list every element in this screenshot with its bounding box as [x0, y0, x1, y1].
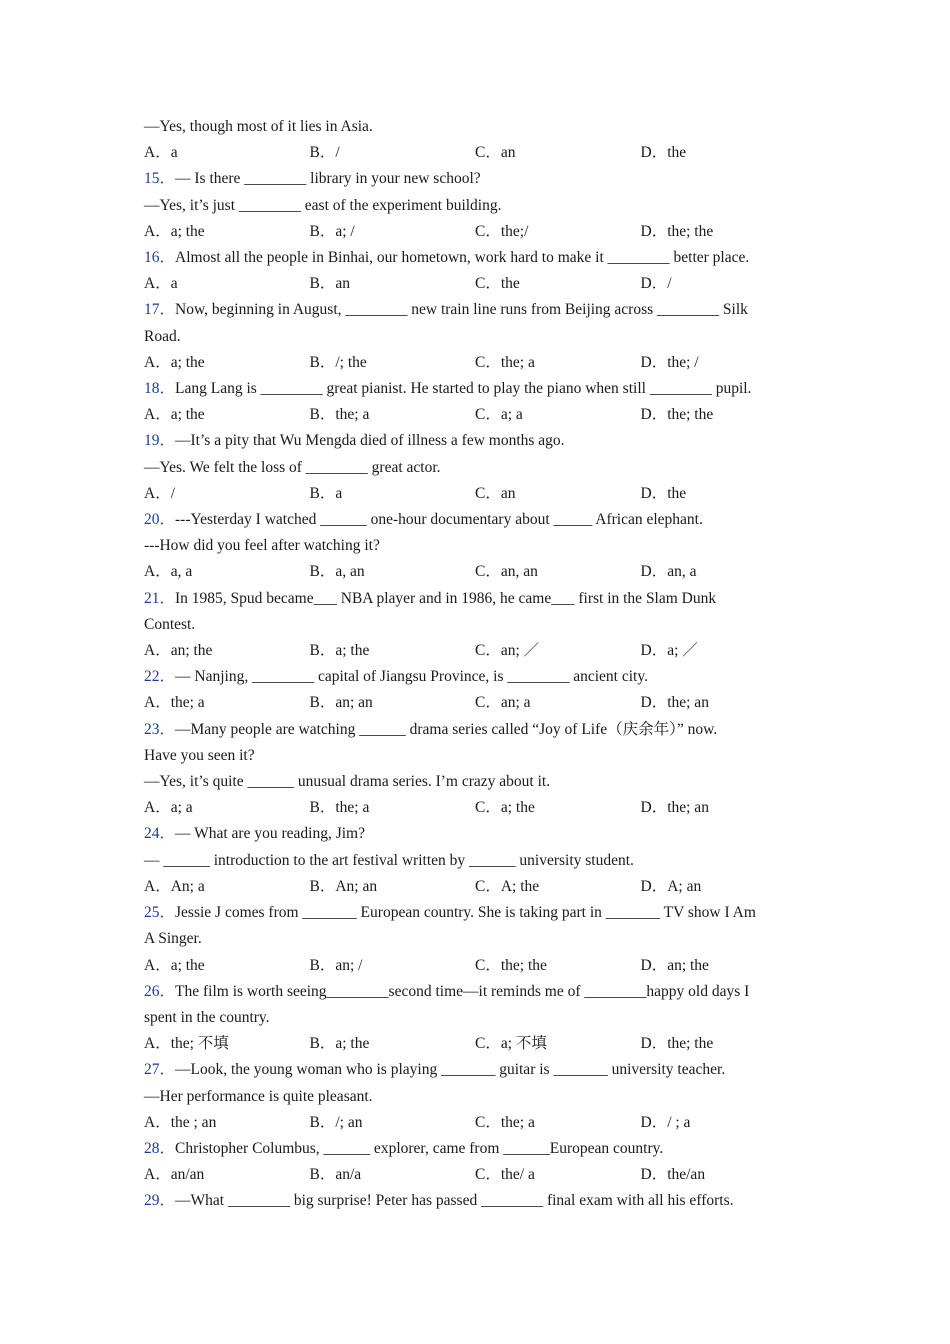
question-number: 16． — [144, 249, 176, 267]
option-a: A．a; the — [144, 956, 205, 974]
question-line: Contest. — [144, 615, 196, 633]
option-d: D．the; an — [640, 799, 709, 817]
question-number: 20． — [144, 511, 176, 529]
answer-options — [144, 638, 824, 664]
option-a: A．a; the — [144, 222, 205, 240]
option-b: B．an/a — [309, 1166, 362, 1184]
option-c: C．a; a — [475, 406, 523, 424]
answer-options — [144, 1031, 824, 1057]
option-a: A．An; a — [144, 877, 205, 895]
question-stem — [144, 1057, 824, 1083]
question-text: Christopher Columbus, ______ explorer, came from ______European country. — [175, 1139, 664, 1157]
option-b: B．/; the — [309, 353, 367, 371]
option-d: D．the; an — [640, 694, 709, 712]
question-16 — [144, 245, 824, 297]
question-28 — [144, 1136, 824, 1188]
question-stem — [144, 979, 824, 1005]
question-text: Lang Lang is ________ great pianist. He started to play the piano when still ________ pupil. — [175, 380, 752, 398]
option-d: D．the; the — [640, 406, 714, 424]
worksheet-page — [144, 114, 824, 1215]
question-stem — [144, 900, 824, 926]
question-number: 15． — [144, 170, 176, 188]
option-c: C．a; the — [475, 799, 535, 817]
option-a: A．a; the — [144, 353, 205, 371]
question-number: 19． — [144, 432, 176, 450]
question-list — [144, 166, 824, 1214]
option-c: C．the;/ — [475, 222, 529, 240]
question-text: The film is worth seeing________second time—it reminds me of ________happy old days I — [175, 982, 750, 1000]
option-d: D．the; the — [640, 1035, 714, 1053]
question-text: —Many people are watching ______ drama series called “Joy of Life（庆余年）” now. — [175, 720, 718, 738]
question-line: —Her performance is quite pleasant. — [144, 1087, 373, 1105]
question-stem — [144, 717, 824, 743]
question-line: ---How did you feel after watching it? — [144, 537, 380, 555]
question-stem — [144, 245, 824, 271]
question-stem — [144, 297, 824, 323]
question-number: 28． — [144, 1139, 176, 1157]
option-c: C．an — [475, 484, 516, 502]
option-a: A．an; the — [144, 642, 213, 660]
answer-options — [144, 1162, 824, 1188]
question-text: ---Yesterday I watched ______ one-hour documentary about _____ African elephant. — [175, 511, 703, 529]
option-b: B．a; / — [309, 222, 355, 240]
option-b: B．an; an — [309, 694, 373, 712]
question-number: 23． — [144, 720, 176, 738]
answer-options — [144, 559, 824, 585]
answer-options — [144, 953, 824, 979]
question-number: 22． — [144, 668, 176, 686]
option-b: B．an — [309, 275, 350, 293]
option-c: C．the; a — [475, 1113, 535, 1131]
option-d: D．/ ; a — [640, 1113, 691, 1131]
question-stem — [144, 1188, 824, 1214]
question-number: 18． — [144, 380, 176, 398]
option-d: D．/ — [640, 275, 672, 293]
option-c: C．an; ／ — [475, 642, 540, 660]
option-a: A．a, a — [144, 563, 193, 581]
question-number: 24． — [144, 825, 176, 843]
question-text: —Look, the young woman who is playing _______ guitar is _______ university teacher. — [175, 1061, 726, 1079]
option-c: C．the — [475, 275, 520, 293]
question-stem — [144, 821, 824, 847]
question-17 — [144, 297, 824, 376]
answer-options — [144, 874, 824, 900]
question-stem — [144, 664, 824, 690]
question-line: Have you seen it? — [144, 746, 255, 764]
question-text: — What are you reading, Jim? — [175, 825, 365, 843]
question-stem — [144, 166, 824, 192]
question-29 — [144, 1188, 824, 1214]
question-text: Jessie J comes from _______ European country. She is taking part in _______ TV show I Am — [175, 904, 756, 922]
option-d: D．an; the — [640, 956, 709, 974]
question-line: spent in the country. — [144, 1008, 270, 1026]
answer-options — [144, 1110, 824, 1136]
question-15 — [144, 166, 824, 245]
option-d: D．A; an — [640, 877, 702, 895]
option-d: D．a; ／ — [640, 642, 698, 660]
option-b: B．a, an — [309, 563, 365, 581]
answer-options — [144, 481, 824, 507]
question-text: In 1985, Spud became___ NBA player and in 1986, he came___ first in the Slam Dunk — [175, 589, 717, 607]
answer-options — [144, 271, 824, 297]
option-a: A．a — [144, 144, 178, 162]
question-line: —Yes. We felt the loss of ________ great actor. — [144, 458, 441, 476]
option-a: A．the ; an — [144, 1113, 217, 1131]
option-a: A．the; a — [144, 694, 205, 712]
answer-options — [144, 350, 824, 376]
question-text: — Nanjing, ________ capital of Jiangsu Province, is ________ ancient city. — [175, 668, 648, 686]
option-a: A．a; the — [144, 406, 205, 424]
answer-options — [144, 690, 824, 716]
question-text: Almost all the people in Binhai, our hometown, work hard to make it ________ better place. — [175, 249, 750, 267]
question-26 — [144, 979, 824, 1058]
option-c: C．an — [475, 144, 516, 162]
question-number: 25． — [144, 904, 176, 922]
option-b: B．a — [309, 484, 343, 502]
option-a: A．an/an — [144, 1166, 205, 1184]
question-stem — [144, 376, 824, 402]
option-c: C．the; the — [475, 956, 547, 974]
question-line: — ______ introduction to the art festival written by ______ university student. — [144, 851, 634, 869]
intro-line: —Yes, though most of it lies in Asia. — [144, 118, 373, 135]
question-text: Now, beginning in August, ________ new train line runs from Beijing across ________ Silk — [175, 301, 748, 319]
option-a: A．a — [144, 275, 178, 293]
option-b: B．the; a — [309, 406, 370, 424]
question-stem — [144, 586, 824, 612]
question-21 — [144, 586, 824, 665]
option-a: A．/ — [144, 484, 176, 502]
question-27 — [144, 1057, 824, 1136]
option-d: D．the — [640, 144, 687, 162]
answer-options — [144, 402, 824, 428]
question-stem — [144, 428, 824, 454]
question-text: —What ________ big surprise! Peter has passed ________ final exam with all his efforts. — [175, 1192, 734, 1210]
option-c: C．the/ a — [475, 1166, 535, 1184]
answer-options — [144, 219, 824, 245]
option-d: D．the; / — [640, 353, 699, 371]
option-d: D．the — [640, 484, 687, 502]
option-c: C．A; the — [475, 877, 540, 895]
question-line: Road. — [144, 327, 181, 345]
intro-options — [144, 140, 824, 166]
option-b: B．the; a — [309, 799, 370, 817]
question-number: 26． — [144, 982, 176, 1000]
answer-options — [144, 795, 824, 821]
option-b: B．a; the — [309, 1035, 370, 1053]
option-a: A．a; a — [144, 799, 193, 817]
option-d: D．the/an — [640, 1166, 706, 1184]
question-stem — [144, 1136, 824, 1162]
question-24 — [144, 821, 824, 900]
question-text: — Is there ________ library in your new school? — [175, 170, 481, 188]
question-number: 21． — [144, 589, 176, 607]
option-b: B．An; an — [309, 877, 378, 895]
option-c: C．an; a — [475, 694, 531, 712]
question-number: 29． — [144, 1192, 176, 1210]
option-b: B．an; / — [309, 956, 363, 974]
option-d: D．an, a — [640, 563, 697, 581]
option-c: C．an, an — [475, 563, 538, 581]
question-line: —Yes, it’s quite ______ unusual drama series. I’m crazy about it. — [144, 773, 551, 791]
option-b: B．/ — [309, 144, 340, 162]
question-text: —It’s a pity that Wu Mengda died of illness a few months ago. — [175, 432, 565, 450]
option-c: C．the; a — [475, 353, 535, 371]
question-23 — [144, 717, 824, 822]
question-25 — [144, 900, 824, 979]
question-line: —Yes, it’s just ________ east of the experiment building. — [144, 196, 502, 214]
question-number: 17． — [144, 301, 176, 319]
question-18 — [144, 376, 824, 428]
question-20 — [144, 507, 824, 586]
option-d: D．the; the — [640, 222, 714, 240]
question-22 — [144, 664, 824, 716]
question-stem — [144, 507, 824, 533]
option-a: A．the; 不填 — [144, 1035, 229, 1053]
option-b: B．a; the — [309, 642, 370, 660]
option-c: C．a; 不填 — [475, 1035, 547, 1053]
question-number: 27． — [144, 1061, 176, 1079]
option-b: B．/; an — [309, 1113, 363, 1131]
question-19 — [144, 428, 824, 507]
question-line: A Singer. — [144, 930, 202, 948]
